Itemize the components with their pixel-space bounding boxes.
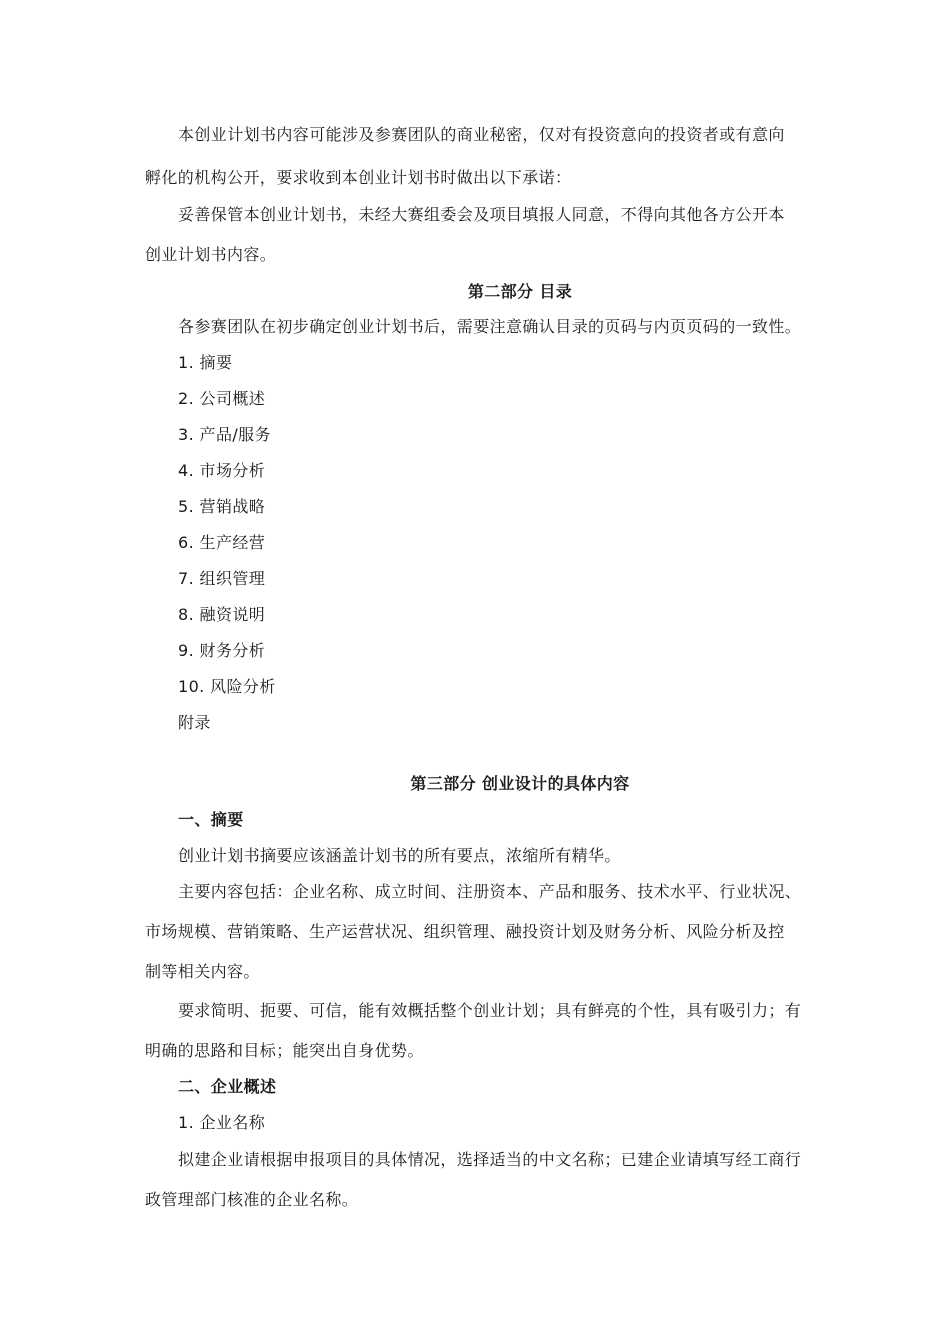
toc-item: 9. 财务分析: [178, 641, 266, 660]
toc-item: 10. 风险分析: [178, 677, 276, 696]
summary-paragraph-2-line-3: 制等相关内容。: [145, 962, 260, 981]
part2-note: 各参赛团队在初步确定创业计划书后，需要注意确认目录的页码与内页页码的一致性。: [178, 317, 802, 336]
section-title-company-overview: 二、企业概述: [178, 1077, 277, 1096]
intro-paragraph-1-line-2: 孵化的机构公开，要求收到本创业计划书时做出以下承诺：: [145, 168, 572, 187]
toc-item: 4. 市场分析: [178, 461, 266, 480]
intro-paragraph-1-line-1: 本创业计划书内容可能涉及参赛团队的商业秘密，仅对有投资意向的投资者或有意向: [178, 125, 785, 144]
toc-item: 3. 产品/服务: [178, 425, 271, 444]
company-name-paragraph-line-2: 政管理部门核准的企业名称。: [145, 1190, 359, 1209]
toc-item: 7. 组织管理: [178, 569, 266, 588]
summary-paragraph-3-line-2: 明确的思路和目标；能突出自身优势。: [145, 1041, 424, 1060]
intro-paragraph-2-line-2: 创业计划书内容。: [145, 245, 277, 264]
toc-item: 2. 公司概述: [178, 389, 266, 408]
section-title-summary: 一、摘要: [178, 810, 244, 829]
part2-heading: 第二部分 目录: [467, 282, 573, 301]
intro-paragraph-2-line-1: 妥善保管本创业计划书，未经大赛组委会及项目填报人同意，不得向其他各方公开本: [178, 205, 785, 224]
toc-item: 8. 融资说明: [178, 605, 266, 624]
summary-paragraph-3-line-1: 要求简明、扼要、可信，能有效概括整个创业计划；具有鲜亮的个性，具有吸引力；有: [178, 1001, 802, 1020]
company-name-paragraph-line-1: 拟建企业请根据申报项目的具体情况，选择适当的中文名称；已建企业请填写经工商行: [178, 1150, 802, 1169]
summary-paragraph-2-line-2: 市场规模、营销策略、生产运营状况、组织管理、融投资计划及财务分析、风险分析及控: [145, 922, 785, 941]
summary-paragraph-1: 创业计划书摘要应该涵盖计划书的所有要点，浓缩所有精华。: [178, 846, 621, 865]
part3-heading: 第三部分 创业设计的具体内容: [410, 774, 630, 793]
toc-item: 5. 营销战略: [178, 497, 266, 516]
summary-paragraph-2-line-1: 主要内容包括：企业名称、成立时间、注册资本、产品和服务、技术水平、行业状况、: [178, 882, 802, 901]
subsection-title-company-name: 1. 企业名称: [178, 1113, 266, 1132]
toc-item: 1. 摘要: [178, 353, 233, 372]
toc-item: 附录: [178, 713, 211, 732]
toc-item: 6. 生产经营: [178, 533, 266, 552]
